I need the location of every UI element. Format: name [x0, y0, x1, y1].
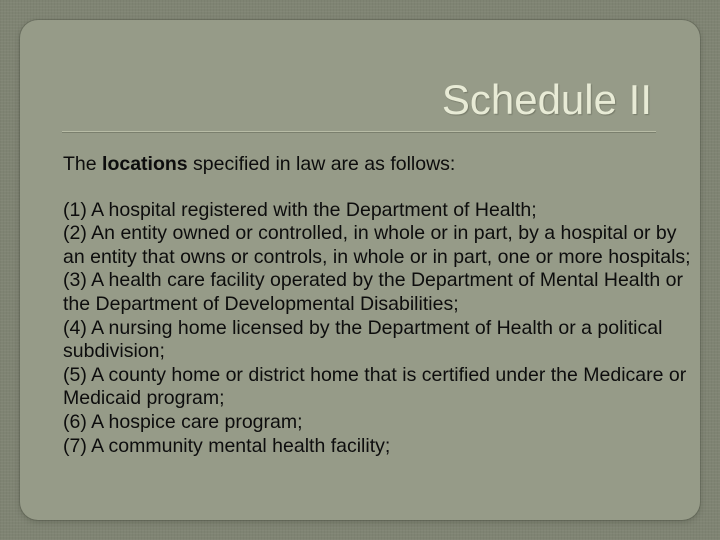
intro-text-after: specified in law are as follows: [187, 153, 456, 175]
list-item-5: (5) A county home or district home that is certified under the Medicare or Medicaid program; [63, 363, 687, 410]
intro-paragraph [63, 153, 703, 177]
slide-panel [20, 20, 700, 520]
intro-text-before: The [63, 153, 103, 175]
title-divider [62, 131, 656, 132]
list-item-7: (7) A community mental health facility; [63, 434, 391, 457]
list-item-2: (2) An entity owned or controlled, in whole or in part, by a hospital or by an entity that owns or controls, in whole or in part, one or more hospitals; [63, 222, 691, 268]
slide-title: Schedule II [441, 76, 652, 123]
intro-bold-term: locations [102, 153, 188, 175]
list-item-1: (1) A hospital registered with the Department of Health; [63, 198, 537, 221]
list-item-6: (6) A hospice care program; [63, 410, 303, 433]
list-item-4: (4) A nursing home licensed by the Department of Health or a political subdivision; [63, 316, 663, 363]
list-item-3: (3) A health care facility operated by the Department of Mental Health or the Department of Developmental Disabilities; [63, 269, 684, 315]
slide-body [63, 153, 703, 458]
